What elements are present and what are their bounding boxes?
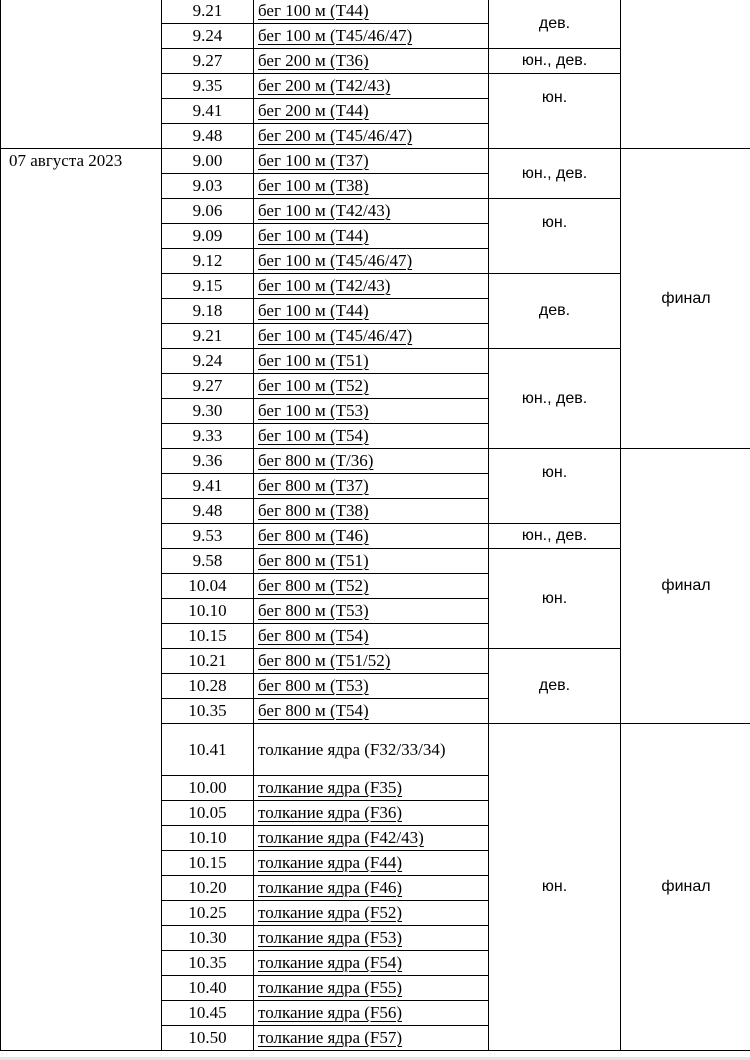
event-label: бег 800 м (Т37) — [258, 476, 369, 495]
time-cell: 9.48 — [162, 124, 254, 149]
event-cell — [254, 99, 489, 124]
event-label: бег 100 м (Т37) — [258, 151, 369, 170]
group-cell: дев. — [489, 0, 621, 49]
event-cell — [254, 324, 489, 349]
time-cell: 9.35 — [162, 74, 254, 99]
event-label: бег 800 м (Т51/52) — [258, 651, 391, 670]
time-cell: 9.09 — [162, 224, 254, 249]
event-cell — [254, 599, 489, 624]
event-label: бег 800 м (Т53) — [258, 601, 369, 620]
time-cell: 10.15 — [162, 851, 254, 876]
event-cell — [254, 224, 489, 249]
time-cell: 10.15 — [162, 624, 254, 649]
time-cell: 9.33 — [162, 424, 254, 449]
time-cell: 9.24 — [162, 349, 254, 374]
time-cell: 9.24 — [162, 24, 254, 49]
event-label: толкание ядра (F46) — [258, 878, 403, 897]
event-cell — [254, 474, 489, 499]
event-label: толкание ядра (F53) — [258, 928, 403, 947]
group-cell: юн., дев. — [489, 149, 621, 199]
time-cell: 10.00 — [162, 776, 254, 801]
time-cell: 10.30 — [162, 926, 254, 951]
event-cell — [254, 0, 489, 24]
event-label: бег 100 м (Т51) — [258, 351, 369, 370]
time-cell: 9.03 — [162, 174, 254, 199]
stage-cell: финал — [621, 149, 750, 449]
time-cell: 9.41 — [162, 99, 254, 124]
event-cell — [254, 699, 489, 724]
event-label: бег 100 м (Т45/46/47) — [258, 26, 413, 45]
event-cell — [254, 976, 489, 1001]
event-cell — [254, 951, 489, 976]
group-cell: дев. — [489, 649, 621, 724]
time-cell: 9.00 — [162, 149, 254, 174]
event-label: бег 800 м (Т51) — [258, 551, 369, 570]
event-cell — [254, 876, 489, 901]
group-cell: юн., дев. — [489, 349, 621, 449]
time-cell: 10.41 — [162, 724, 254, 776]
event-cell — [254, 901, 489, 926]
event-label: бег 100 м (Т54) — [258, 426, 369, 445]
time-cell: 9.58 — [162, 549, 254, 574]
event-cell — [254, 74, 489, 99]
time-cell: 9.53 — [162, 524, 254, 549]
time-cell: 10.20 — [162, 876, 254, 901]
event-cell — [254, 399, 489, 424]
event-cell — [254, 549, 489, 574]
event-label: бег 800 м (Т53) — [258, 676, 369, 695]
event-label: толкание ядра (F35) — [258, 778, 403, 797]
event-cell — [254, 124, 489, 149]
event-label: бег 200 м (Т42/43) — [258, 76, 391, 95]
event-label: бег 100 м (Т44) — [258, 1, 369, 20]
time-cell: 10.50 — [162, 1026, 254, 1051]
event-label: толкание ядра (F52) — [258, 903, 403, 922]
event-label: бег 100 м (Т45/46/47) — [258, 251, 413, 270]
time-cell: 9.36 — [162, 449, 254, 474]
group-cell: юн. — [489, 549, 621, 649]
event-label: бег 800 м (Т54) — [258, 626, 369, 645]
event-label: толкание ядра (F44) — [258, 853, 403, 872]
event-label: бег 800 м (Т52) — [258, 576, 369, 595]
event-label: бег 100 м (Т44) — [258, 226, 369, 245]
event-cell — [254, 424, 489, 449]
time-cell: 9.21 — [162, 324, 254, 349]
event-label: бег 800 м (Т54) — [258, 701, 369, 720]
event-cell — [254, 674, 489, 699]
time-cell: 9.30 — [162, 399, 254, 424]
event-label: толкание ядра (F56) — [258, 1003, 403, 1022]
event-cell — [254, 776, 489, 801]
stage-cell: финал — [621, 449, 750, 724]
time-cell: 10.25 — [162, 901, 254, 926]
event-label: бег 100 м (Т42/43) — [258, 201, 391, 220]
event-cell — [254, 826, 489, 851]
event-cell — [254, 249, 489, 274]
table-row — [1, 0, 750, 24]
table-row — [1, 149, 750, 174]
time-cell: 9.27 — [162, 374, 254, 399]
event-cell — [254, 524, 489, 549]
event-label: бег 100 м (Т53) — [258, 401, 369, 420]
event-label: бег 200 м (Т44) — [258, 101, 369, 120]
event-cell — [254, 574, 489, 599]
time-cell: 10.05 — [162, 801, 254, 826]
event-label: бег 100 м (Т44) — [258, 301, 369, 320]
event-cell — [254, 449, 489, 474]
group-cell: юн., дев. — [489, 49, 621, 74]
event-label: бег 200 м (Т36) — [258, 51, 369, 70]
event-cell — [254, 374, 489, 399]
event-cell — [254, 1026, 489, 1051]
time-cell: 10.04 — [162, 574, 254, 599]
event-cell — [254, 926, 489, 951]
date-cell-empty — [1, 0, 162, 149]
event-cell — [254, 299, 489, 324]
event-cell — [254, 199, 489, 224]
time-cell: 9.48 — [162, 499, 254, 524]
event-cell — [254, 649, 489, 674]
time-cell: 9.06 — [162, 199, 254, 224]
event-cell — [254, 49, 489, 74]
time-cell: 9.27 — [162, 49, 254, 74]
event-cell — [254, 274, 489, 299]
time-cell: 10.10 — [162, 826, 254, 851]
event-label: толкание ядра (F54) — [258, 953, 403, 972]
date-cell: 07 августа 2023 — [1, 149, 162, 1051]
group-cell: дев. — [489, 274, 621, 349]
time-cell: 10.35 — [162, 951, 254, 976]
event-cell — [254, 149, 489, 174]
group-cell: юн. — [489, 74, 621, 149]
event-label: бег 200 м (Т45/46/47) — [258, 126, 413, 145]
group-cell: юн. — [489, 449, 621, 524]
event-label: бег 100 м (Т42/43) — [258, 276, 391, 295]
event-cell — [254, 349, 489, 374]
event-label: бег 100 м (Т45/46/47) — [258, 326, 413, 345]
event-label: бег 800 м (Т/36) — [258, 451, 374, 470]
event-cell — [254, 1001, 489, 1026]
time-cell: 9.18 — [162, 299, 254, 324]
group-cell: юн. — [489, 199, 621, 274]
group-cell: юн. — [489, 724, 621, 1051]
event-label: толкание ядра (F42/43) — [258, 828, 424, 847]
event-label: бег 100 м (Т38) — [258, 176, 369, 195]
event-cell — [254, 851, 489, 876]
event-label: толкание ядра (F55) — [258, 978, 403, 997]
event-label: толкание ядра (F36) — [258, 803, 403, 822]
event-label: бег 100 м (Т52) — [258, 376, 369, 395]
time-cell: 10.10 — [162, 599, 254, 624]
group-cell: юн., дев. — [489, 524, 621, 549]
event-cell — [254, 24, 489, 49]
event-cell — [254, 174, 489, 199]
time-cell: 10.21 — [162, 649, 254, 674]
time-cell: 10.28 — [162, 674, 254, 699]
time-cell: 10.40 — [162, 976, 254, 1001]
time-cell: 9.41 — [162, 474, 254, 499]
time-cell: 9.21 — [162, 0, 254, 24]
time-cell: 9.12 — [162, 249, 254, 274]
event-cell: толкание ядра (F32/33/34) — [254, 724, 489, 776]
time-cell: 10.35 — [162, 699, 254, 724]
time-cell: 9.15 — [162, 274, 254, 299]
event-label: толкание ядра (F57) — [258, 1028, 403, 1047]
time-cell: 10.45 — [162, 1001, 254, 1026]
event-cell — [254, 624, 489, 649]
event-cell — [254, 499, 489, 524]
stage-cell: финал — [621, 724, 750, 1051]
event-cell — [254, 801, 489, 826]
event-label: бег 800 м (Т46) — [258, 526, 369, 545]
stage-cell-empty — [621, 0, 750, 149]
event-label: бег 800 м (Т38) — [258, 501, 369, 520]
